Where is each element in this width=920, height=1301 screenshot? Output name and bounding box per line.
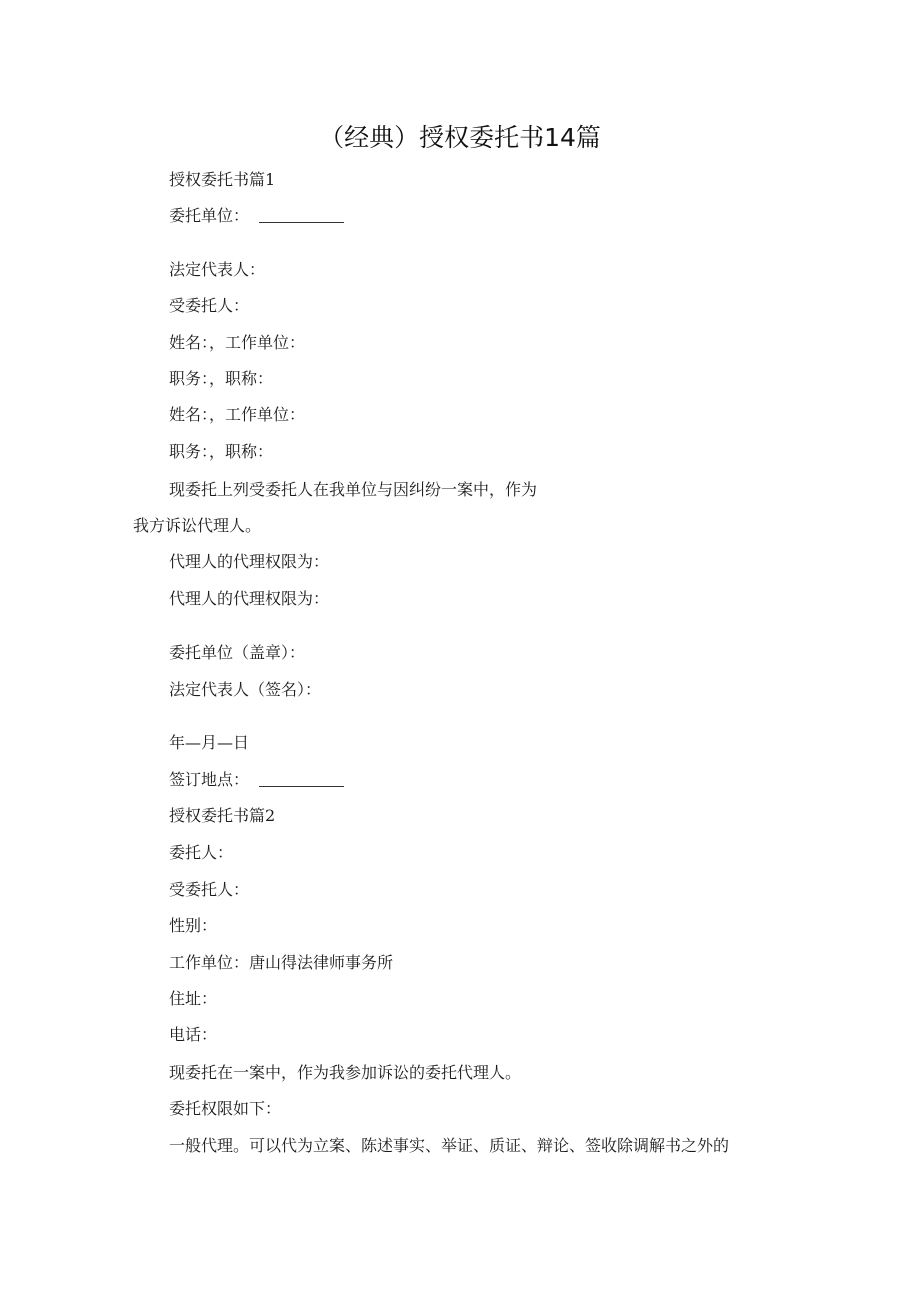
authority-line-1: 代理人的代理权限为：: [169, 552, 330, 571]
section-heading-1: 授权委托书篇1: [169, 170, 276, 189]
statement-line-1: 现委托上列受委托人在我单位与因纠纷一案中，作为: [169, 480, 538, 499]
authority-heading-2: 委托权限如下：: [169, 1099, 282, 1118]
client-unit-label: 委托单位：: [169, 206, 250, 225]
position-title-field-1: 职务：，职称：: [169, 369, 274, 388]
place-label: 签订地点：: [169, 770, 250, 789]
gender-field: 性别：: [169, 916, 218, 935]
work-unit-field: 工作单位：唐山得法律师事务所: [169, 953, 394, 972]
name-unit-field-1: 姓名：，工作单位：: [169, 333, 306, 352]
name-unit-field-2: 姓名：，工作单位：: [169, 405, 306, 424]
authority-line-2: 代理人的代理权限为：: [169, 589, 330, 608]
agent-field: 受委托人：: [169, 296, 250, 315]
client-field: 委托人：: [169, 843, 234, 862]
place-blank: [259, 786, 344, 787]
client-unit-blank: [259, 222, 344, 223]
section-heading-2: 授权委托书篇2: [169, 806, 276, 825]
place-field: [169, 769, 344, 791]
agent-field-2: 受委托人：: [169, 880, 250, 899]
legal-rep-field: 法定代表人：: [169, 260, 266, 279]
seal-field: 委托单位（盖章）：: [169, 643, 306, 662]
signature-field: 法定代表人（签名）：: [169, 680, 322, 699]
general-agency-line: 一般代理。可以代为立案、陈述事实、举证、质证、辩论、签收除调解书之外的: [169, 1136, 730, 1155]
client-unit-field: [169, 205, 344, 227]
page-title: （经典）授权委托书14篇: [319, 123, 601, 152]
position-title-field-2: 职务：，职称：: [169, 442, 274, 461]
address-field: 住址：: [169, 989, 218, 1008]
phone-field: 电话：: [169, 1025, 218, 1044]
statement-line-2: 我方诉讼代理人。: [133, 516, 262, 535]
date-field: 年—月—日: [169, 733, 250, 752]
statement-2: 现委托在一案中，作为我参加诉讼的委托代理人。: [169, 1063, 522, 1082]
